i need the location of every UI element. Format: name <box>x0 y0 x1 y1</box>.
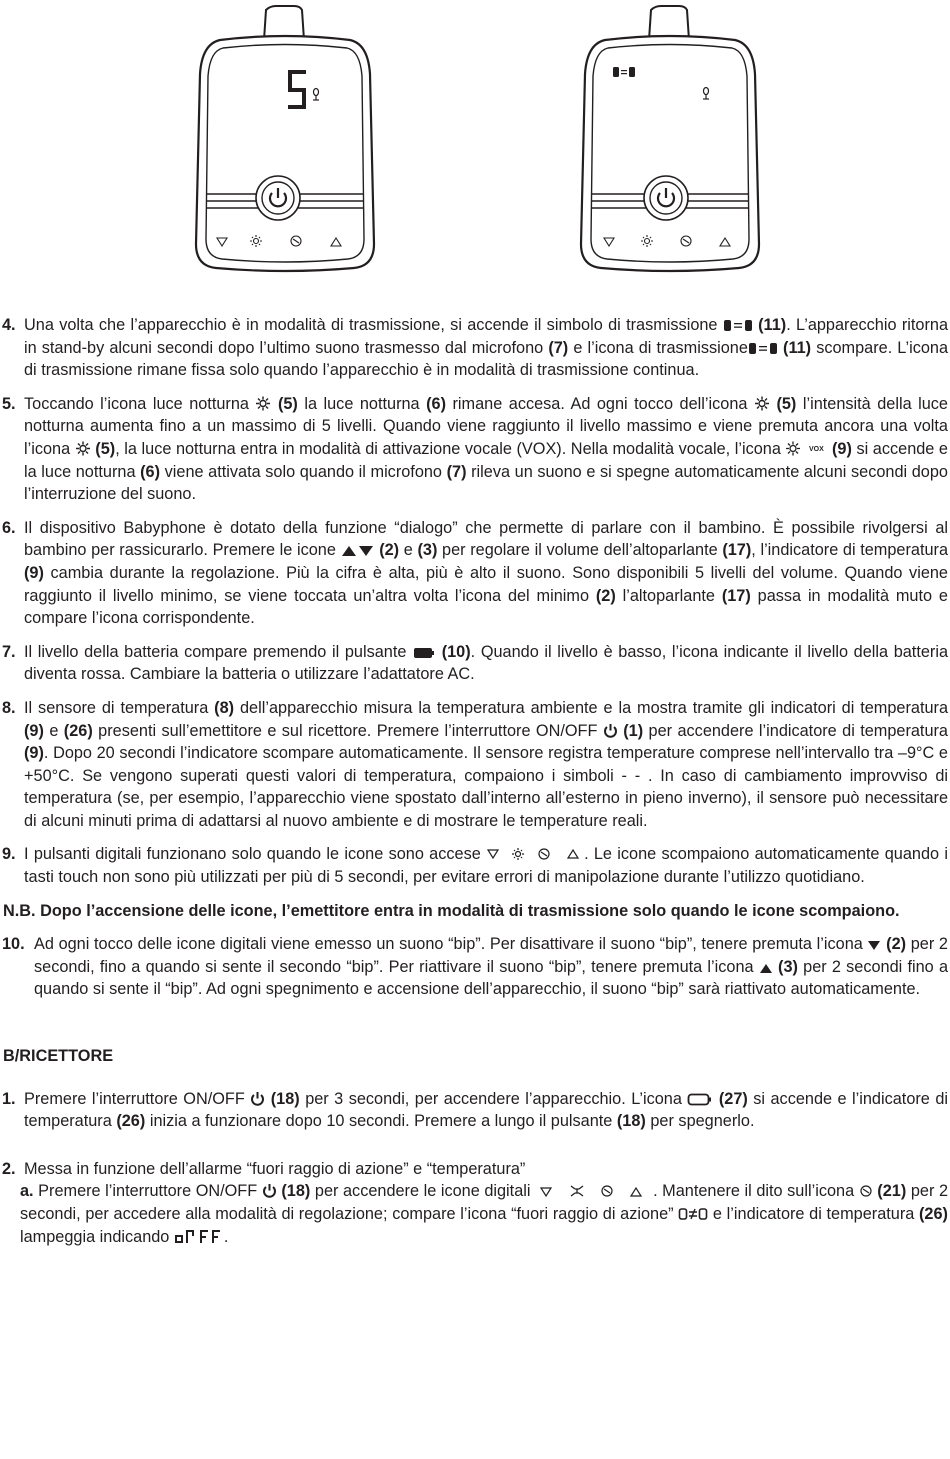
temperature-settings-icon <box>859 1184 873 1198</box>
svg-text:VOX: VOX <box>809 445 825 453</box>
arrow-up-icon <box>759 963 773 974</box>
instruction-4: 4. Una volta che l’apparecchio è in modalità di trasmissione, si accende il simbolo di trasmissione (11). L’apparecchio ritorna in stand-by alcuni secondi dopo l’ultimo suono trasmesso dal microfono (7) e l’icona di trasmissione (11) scompare. L’icona di trasmissione rimane fissa solo quando l’apparecchio è in modalità di trasmissione continua. <box>2 316 949 380</box>
instructions <box>0 314 950 1248</box>
power-icon <box>262 1183 277 1198</box>
item-number: 1. <box>2 1089 16 1108</box>
battery-icon <box>412 647 436 659</box>
note: N.B. Dopo l’accensione delle icone, l’emettitore entra in modalità di trasmissione solo quando le icone scompaiono. <box>3 901 900 920</box>
devices-illustration <box>0 0 950 290</box>
receiver-instruction-2a: a. Premere l’interruttore ON/OFF (18) per accendere le icone digitali . Mantenere il dito sull’icona (21) per 2 secondi, per accedere alla modalità di regolazione; compare l’icona “fuori raggio di azione” e l’indicatore di temperatura (26) lampeggia indicando . <box>20 1182 948 1246</box>
receiver-instruction-1: 1. Premere l’interruttore ON/OFF (18) per 3 secondi, per accendere l’apparecchio. L’icona (27) si accende e l’indicatore di temperatura (26) inizia a funzionare dopo 10 secondi. Premere a lungo il pulsante (18) per spegnerlo. <box>2 1089 948 1131</box>
receiver-digital-buttons-icons <box>535 1184 653 1198</box>
emitter-device <box>190 4 380 276</box>
item-number: 5. <box>2 394 16 413</box>
transmission-icon <box>748 342 778 355</box>
out-of-range-icon <box>678 1207 708 1221</box>
off-segment-display-icon <box>174 1229 224 1244</box>
item-number: 10. <box>2 935 25 954</box>
power-icon <box>603 723 618 738</box>
instruction-7: 7. Il livello della batteria compare premendo il pulsante (10). Quando il livello è basso, l’icona indicante il livello della batteria diventa rossa. Cambiare la batteria o utilizzare l’adattatore AC. <box>2 642 949 684</box>
item-number: 6. <box>2 518 16 537</box>
instruction-8: 8. Il sensore di temperatura (8) dell’apparecchio misura la temperatura ambiente e la mostra tramite gli indicatori di temperatura (9) e (26) presenti sull’emettitore e sul ricettore. Premere l’interruttore ON/OFF (1) per accendere l’indicatore di temperatura (9). Dopo 20 secondi l’indicatore scompare automaticamente. Il sensore registra temperature comprese nell’intervallo tra –9°C e +50°C. Se vengono superati questi valori di temperatura, compaiono i simboli - - . In caso di cambiamento improvviso di temperatura (se, per esempio, l’apparecchio viene spostato dall’interno all’esterno in pieno inverno), il sensore può necessitare di alcuni minuti prima di adattarsi al nuovo ambiente e di mostrare le temperature reali. <box>2 698 949 830</box>
section-title: B/RICETTORE <box>3 1047 114 1066</box>
arrow-down-icon <box>867 940 881 951</box>
instruction-6: 6. Il dispositivo Babyphone è dotato della funzione “dialogo” che permette di parlare con il bambino. È possibile rivolgersi al bambino per rassicurarlo. Premere le icone (2) e (3) per regolare il volume dell’altoparlante (17), l’indicatore di temperatura (9) cambia durante la regolazione. Più la cifra è alta, più è alto il suono. Sono disponibili 5 livelli del volume. Quando viene raggiunto il livello minimo, se viene toccata un’altra volta l’icona del minimo (2) l’altoparlante (17) passa in modalità muto e compare l’icona corrispondente. <box>2 518 949 628</box>
item-number: 2. <box>2 1159 16 1178</box>
digital-buttons-icons <box>486 847 584 861</box>
instruction-10: 10. Ad ogni tocco delle icone digitali viene emesso un suono “bip”. Per disattivare il suono “bip”, tenere premuta l’icona (2) per 2 secondi, fino a quando si sente il secondo “bip”. Per riattivare il suono “bip”, tenere premuta l’icona (3) per 2 secondi fino a quando si sente il “bip”. Ad ogni spegnimento e accensione dell’apparecchio, il suono “bip” sarà riattivato automaticamente. <box>2 935 949 999</box>
item-number: 8. <box>2 698 16 717</box>
receiver-device <box>575 4 765 276</box>
night-light-icon <box>754 396 770 411</box>
instruction-9: 9. I pulsanti digitali funzionano solo quando le icone sono accese . Le icone scompaiono automaticamente quando i tasti touch non sono più utilizzati per più di 5 secondi, per evitare errori di manipolazione durante l’utilizzo quotidiano. <box>2 845 948 887</box>
vox-night-light-icon <box>785 441 827 456</box>
item-number: 9. <box>2 845 16 864</box>
instruction-5: 5. Toccando l’icona luce notturna (5) la luce notturna (6) rimane accesa. Ad ogni tocco dell’icona (5) l’intensità della luce notturna aumenta fino a un massimo di 5 livelli. Quando viene raggiunto il livello massimo e viene premuta ancora una volta l’icona (5), la luce notturna entra in modalità di attivazione vocale (VOX). Nella modalità vocale, l’icona VOX (9) si accende e la luce notturna (6) viene attivata solo quando il microfono (7) rileva un suono e si spegne automaticamente alcuni secondi dopo l’interruzione del suono. <box>2 394 948 504</box>
night-light-icon <box>255 396 271 411</box>
night-light-icon <box>75 441 91 456</box>
item-number: 4. <box>2 316 16 334</box>
transmission-icon <box>723 319 753 332</box>
power-icon <box>250 1091 265 1106</box>
volume-up-down-icon <box>341 545 375 557</box>
receiver-instruction-2: 2. Messa in funzione dell’allarme “fuori raggio di azione” e “temperatura” <box>0 1158 948 1181</box>
item-number: 7. <box>2 642 16 661</box>
battery-outline-icon <box>687 1093 713 1106</box>
